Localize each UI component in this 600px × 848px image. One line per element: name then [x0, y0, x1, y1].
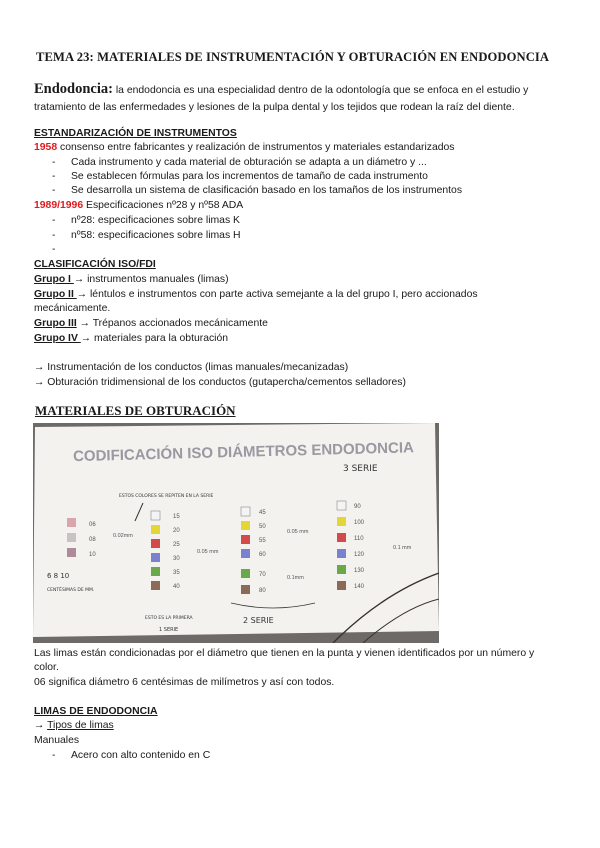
group-text: → léntulos e instrumentos con parte activa semejante a la del grupo I, pero accionados [76, 289, 478, 300]
serie2-caption: 2 SERIE [243, 616, 274, 625]
bullet-item: Se establecen fórmulas para los incrementos de tamaño de cada instrumento [71, 171, 428, 182]
size-label: 45 [259, 510, 266, 516]
group-text: → instrumentos manuales (limas) [73, 274, 229, 285]
group-line [34, 274, 229, 285]
size-label: 120 [354, 552, 365, 558]
size-label: 15 [173, 514, 180, 520]
swatch [241, 549, 250, 558]
page-title: TEMA 23: MATERIALES DE INSTRUMENTACIÓN Y OBTURACIÓN EN ENDODONCIA [36, 50, 550, 64]
group-line [34, 333, 228, 344]
bullet-item: nº28: especificaciones sobre limas K [71, 215, 240, 226]
year-1958-text: consenso entre fabricantes y realización de instrumentos y materiales estandarizados [57, 142, 455, 153]
left-note: CENTÉSIMAS DE MM. [47, 588, 95, 593]
classification-heading: CLASIFICACIÓN ISO/FDI [34, 259, 156, 270]
serie1-caption-b: 1 SERIE [159, 627, 179, 633]
size-label: 110 [354, 536, 364, 542]
year-1989-line [34, 200, 243, 211]
swatch [241, 507, 250, 516]
increment-label: 0.1 mm [393, 545, 412, 551]
bullet-dash: - [52, 185, 56, 196]
obturation-paragraph: color. [34, 662, 59, 673]
swatch [337, 501, 346, 510]
photo-title: CODIFICACIÓN ISO DIÁMETROS ENDODONCIA [72, 439, 415, 466]
size-label: 10 [89, 552, 96, 558]
swatch [151, 539, 160, 548]
iso-codification-photo [33, 423, 439, 643]
standardization-heading: ESTANDARIZACIÓN DE INSTRUMENTOS [34, 128, 237, 139]
bullet-dash: - [52, 215, 56, 226]
note-top: ESTOS COLORES SE REPITEN EN LA SERIE [119, 494, 214, 499]
photo-svg [33, 423, 439, 643]
swatch [337, 565, 346, 574]
group-text: → materiales para la obturación [80, 333, 229, 344]
group-line [34, 303, 110, 314]
swatch [337, 549, 346, 558]
group-text: → Trépanos accionados mecánicamente [76, 318, 268, 329]
swatch [337, 517, 346, 526]
serie3-caption: 3 SERIE [343, 464, 378, 474]
size-label: 30 [173, 556, 180, 562]
group-label: Grupo I [34, 274, 74, 285]
obturation-paragraph: 06 significa diámetro 6 centésimas de milímetros y así con todos. [34, 677, 335, 688]
bullet-item: nº58: especificaciones sobre limas H [71, 230, 241, 241]
bullet-dash: - [52, 750, 56, 761]
size-label: 130 [354, 568, 365, 574]
size-label: 90 [354, 504, 361, 510]
year-1958: 1958 [34, 142, 58, 153]
arrow-line: → Obturación tridimensional de los conductos (gutapercha/cementos selladores) [34, 377, 406, 388]
bullet-dash: - [52, 157, 56, 168]
size-label: 50 [259, 524, 266, 530]
intro-text: la endodoncia es una especialidad dentro de la odontología que se enfoca en el estudio y tratamiento de las enfermedades y lesiones de la pulpa dental y los tejidos que rodean la raíz del diente. [34, 85, 529, 113]
bullet-dash: - [52, 244, 56, 255]
types-link: Tipos de limas [47, 720, 114, 731]
manual-label: Manuales [34, 735, 80, 746]
intro-term: Endodoncia: [34, 81, 113, 97]
bullet-dash: - [52, 230, 56, 241]
swatch [151, 553, 160, 562]
size-label: 20 [173, 528, 180, 534]
group-line [34, 289, 478, 300]
intro-paragraph [34, 81, 574, 116]
size-label: 08 [89, 537, 96, 543]
bullet-item: Cada instrumento y cada material de obturación se adapta a un diámetro y ... [71, 157, 427, 168]
size-label: 35 [173, 570, 180, 576]
swatch [241, 569, 250, 578]
size-label: 60 [259, 552, 266, 558]
year-1989-1996: 1989/1996 [34, 200, 84, 211]
group-text: mecánicamente. [34, 303, 111, 314]
swatch [151, 511, 160, 520]
swatch [67, 518, 76, 527]
size-label: 100 [354, 520, 365, 526]
swatch [151, 581, 160, 590]
swatch [241, 585, 250, 594]
group-label: Grupo II [34, 289, 77, 300]
size-label: 25 [173, 542, 180, 548]
obturation-heading: MATERIALES DE OBTURACIÓN [35, 403, 236, 418]
swatch [67, 533, 76, 542]
size-label: 140 [354, 584, 365, 590]
increment-label: 0.05 mm [287, 529, 309, 535]
arrow-line: → Instrumentación de los conductos (limas manuales/mecanizadas) [34, 362, 349, 373]
types-arrow: → [34, 720, 48, 731]
group-line [34, 318, 268, 329]
swatch [337, 533, 346, 542]
year-1958-line [34, 142, 455, 153]
serie1-caption-a: ESTO ES LA PRIMERA [145, 616, 193, 621]
types-line [34, 720, 114, 731]
swatch [67, 548, 76, 557]
increment-label: 0.1mm [287, 575, 304, 581]
files-heading: LIMAS DE ENDODONCIA [34, 706, 158, 717]
bullet-dash: - [52, 171, 56, 182]
bullet-item: Se desarrolla un sistema de clasificación basado en los tamaños de los instrumentos [71, 185, 463, 196]
year-1989-text: Especificaciones nº28 y nº58 ADA [83, 200, 244, 211]
obturation-paragraph: Las limas están condicionadas por el diámetro que tienen en la punta y vienen identificados por un número y [34, 648, 535, 659]
increment-label: 0.02mm [113, 533, 133, 539]
size-label: 06 [89, 522, 96, 528]
increment-label: 0.05 mm [197, 549, 219, 555]
size-label: 70 [259, 572, 266, 578]
size-label: 40 [173, 584, 180, 590]
swatch [337, 581, 346, 590]
swatch [151, 525, 160, 534]
group-label: Grupo IV [34, 333, 81, 344]
size-label: 80 [259, 588, 266, 594]
size-label: 55 [259, 538, 266, 544]
swatch [241, 535, 250, 544]
swatch [151, 567, 160, 576]
swatch [241, 521, 250, 530]
group-label: Grupo III [34, 318, 77, 329]
left-numbers: 6 8 10 [47, 572, 70, 580]
bullet-item: Acero con alto contenido en C [71, 750, 211, 761]
